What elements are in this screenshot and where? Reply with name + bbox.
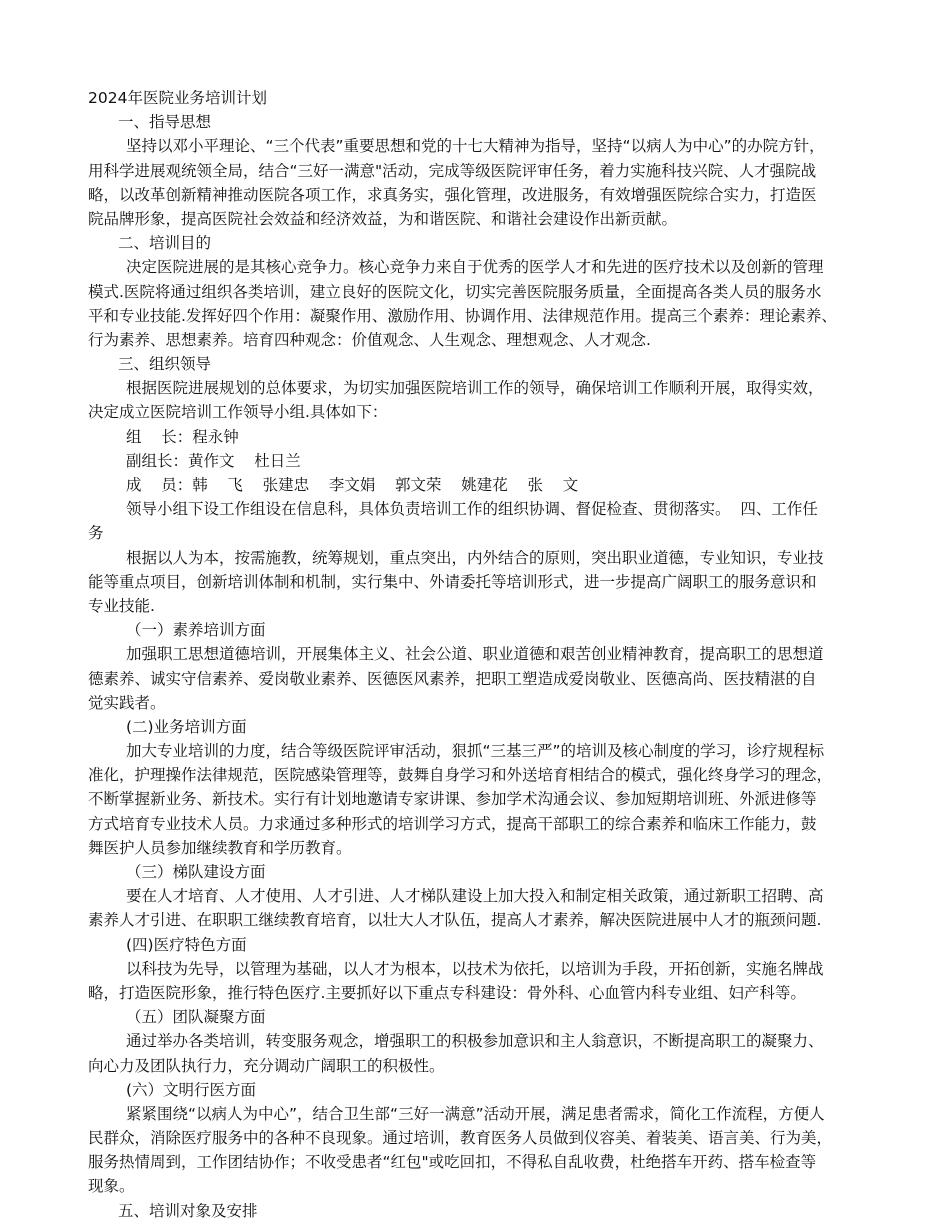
paragraph-continuation: 素养人才引进、在职职工继续教育培育，以壮大人才队伍，提高人才素养，解决医院进展中人才的瓶颈问题. — [88, 911, 822, 930]
section-heading: 三、组织领导 — [118, 355, 212, 374]
paragraph-line: 以科技为先导，以管理为基础，以人才为根本，以技术为依托，以培训为手段，开拓创新，实施名牌战 — [126, 959, 824, 978]
paragraph-continuation: 服务热情周到，工作团结协作；不收受患者“红包"或吃回扣，不得私自乱收费，杜绝搭车开药、搭车检查等 — [88, 1153, 817, 1172]
document-title: 2024年医院业务培训计划 — [88, 89, 267, 107]
paragraph-line: 坚持以邓小平理论、“三个代表”重要思想和党的十七大精神为指导，坚持“以病人为中心”的办院方针， — [126, 137, 825, 156]
paragraph-line: 组 长：程永钟 — [126, 427, 239, 446]
paragraph-continuation: 专业技能. — [88, 596, 155, 615]
paragraph-continuation: 决定成立医院培训工作领导小组.具体如下： — [88, 403, 388, 422]
document-body — [88, 86, 860, 1223]
paragraph-line: 副组长：黄作文 杜日兰 — [126, 451, 301, 470]
subsection-heading: （五）团队凝聚方面 — [126, 1008, 266, 1027]
paragraph-continuation: 用科学进展观统领全局，结合“三好一满意"活动，完成等级医院评审任务，着力实施科技兴院、人才强院战 — [88, 161, 817, 180]
paragraph-line: 加大专业培训的力度，结合等级医院评审活动，狠抓“三基三严”的培训及核心制度的学习，诊疗规程标 — [126, 742, 825, 761]
paragraph-line: 领导小组下设工作组设在信息科，具体负责培训工作的组织协调、督促检查、贯彻落实。 四、工作任 — [126, 500, 818, 519]
paragraph-line: 要在人才培育、人才使用、人才引进、人才梯队建设上加大投入和制定相关政策，通过新职工招聘、高 — [126, 887, 824, 906]
paragraph-continuation: 觉实践者。 — [88, 693, 166, 712]
paragraph-continuation: 能等重点项目，创新培训体制和机制，实行集中、外请委托等培训形式，进一步提高广阔职工的服务意识和 — [88, 572, 817, 591]
paragraph-continuation: 略，打造医院形象，推行特色医疗.主要抓好以下重点专科建设：骨外科、心血管内科专业组、妇产科等。 — [88, 983, 806, 1002]
section-heading: 一、指导思想 — [118, 113, 212, 132]
paragraph-line: 成 员：韩 飞 张建忠 李文娟 郭文荣 姚建花 张 文 — [126, 476, 579, 494]
paragraph-continuation: 民群众，消除医疗服务中的各种不良现象。通过培训，教育医务人员做到仪容美、着装美、语言美、行为美， — [88, 1129, 833, 1148]
paragraph-continuation: 方式培育专业技术人员。力求通过多种形式的培训学习方式，提高干部职工的综合素养和临床工作能力，鼓 — [88, 814, 817, 833]
paragraph-continuation: 院品牌形象，提高医院社会效益和经济效益，为和谐医院、和谐社会建设作出新贡献。 — [88, 209, 678, 228]
subsection-heading: （一）素养培训方面 — [126, 621, 266, 640]
paragraph-continuation: 现象。 — [88, 1177, 135, 1196]
paragraph-line: (二)业务培训方面 — [126, 717, 247, 736]
paragraph-line: 根据以人为本，按需施教，统筹规划，重点突出，内外结合的原则，突出职业道德，专业知识，专业技 — [126, 548, 824, 567]
paragraph-line: 根据医院进展规划的总体要求，为切实加强医院培训工作的领导，确保培训工作顺利开展，取得实效， — [126, 379, 824, 398]
paragraph-line: (四)医疗特色方面 — [126, 935, 247, 954]
paragraph-line: 紧紧围绕“以病人为中心”，结合卫生部“三好一满意”活动开展，满足患者需求，简化工作流程，方便人 — [126, 1104, 825, 1123]
paragraph-continuation: 平和专业技能.发挥好四个作用：凝聚作用、激励作用、协调作用、法律规范作用。提高三个素养：理论素养、 — [88, 306, 837, 325]
paragraph-continuation: 模式.医院将通过组织各类培训，建立良好的医院文化，切实完善医院服务质量，全面提高各类人员的服务水 — [88, 282, 822, 301]
paragraph-continuation: 准化，护理操作法律规范，医院感染管理等，鼓舞自身学习和外送培育相结合的模式，强化终身学习的理念， — [88, 766, 833, 785]
paragraph-continuation: 行为素养、思想素养。培育四种观念：价值观念、人生观念、理想观念、人才观念. — [88, 330, 651, 349]
section-heading: 二、培训目的 — [118, 234, 212, 253]
paragraph-continuation: 不断掌握新业务、新技术。实行有计划地邀请专家讲课、参加学术沟通会议、参加短期培训班、外派进修等 — [88, 790, 817, 809]
paragraph-line: 加强职工思想道德培训，开展集体主义、社会公道、职业道德和艰苦创业精神教育，提高职工的思想道 — [126, 645, 824, 664]
paragraph-continuation: 务 — [88, 524, 104, 543]
paragraph-line: 通过举办各类培训，转变服务观念，增强职工的积极参加意识和主人翁意识，不断提高职工的凝聚力、 — [126, 1032, 824, 1051]
paragraph-continuation: 德素养、诚实守信素养、爱岗敬业素养、医德医风素养，把职工塑造成爱岗敬业、医德高尚、医技精湛的自 — [88, 669, 817, 688]
paragraph-continuation: 略，以改革创新精神推动医院各项工作，求真务实，强化管理，改进服务，有效增强医院综合实力，打造医 — [88, 185, 817, 204]
paragraph-line: (六）文明行医方面 — [126, 1080, 257, 1099]
paragraph-continuation: 舞医护人员参加继续教育和学历教育。 — [88, 838, 352, 857]
subsection-heading: （三）梯队建设方面 — [126, 863, 266, 881]
paragraph-continuation: 向心力及团队执行力，充分调动广阔职工的积极性。 — [88, 1056, 445, 1075]
section-heading: 五、培训对象及安排 — [118, 1201, 258, 1220]
paragraph-line: 决定医院进展的是其核心竞争力。核心竞争力来自于优秀的医学人才和先进的医疗技术以及创新的管理 — [126, 258, 824, 277]
